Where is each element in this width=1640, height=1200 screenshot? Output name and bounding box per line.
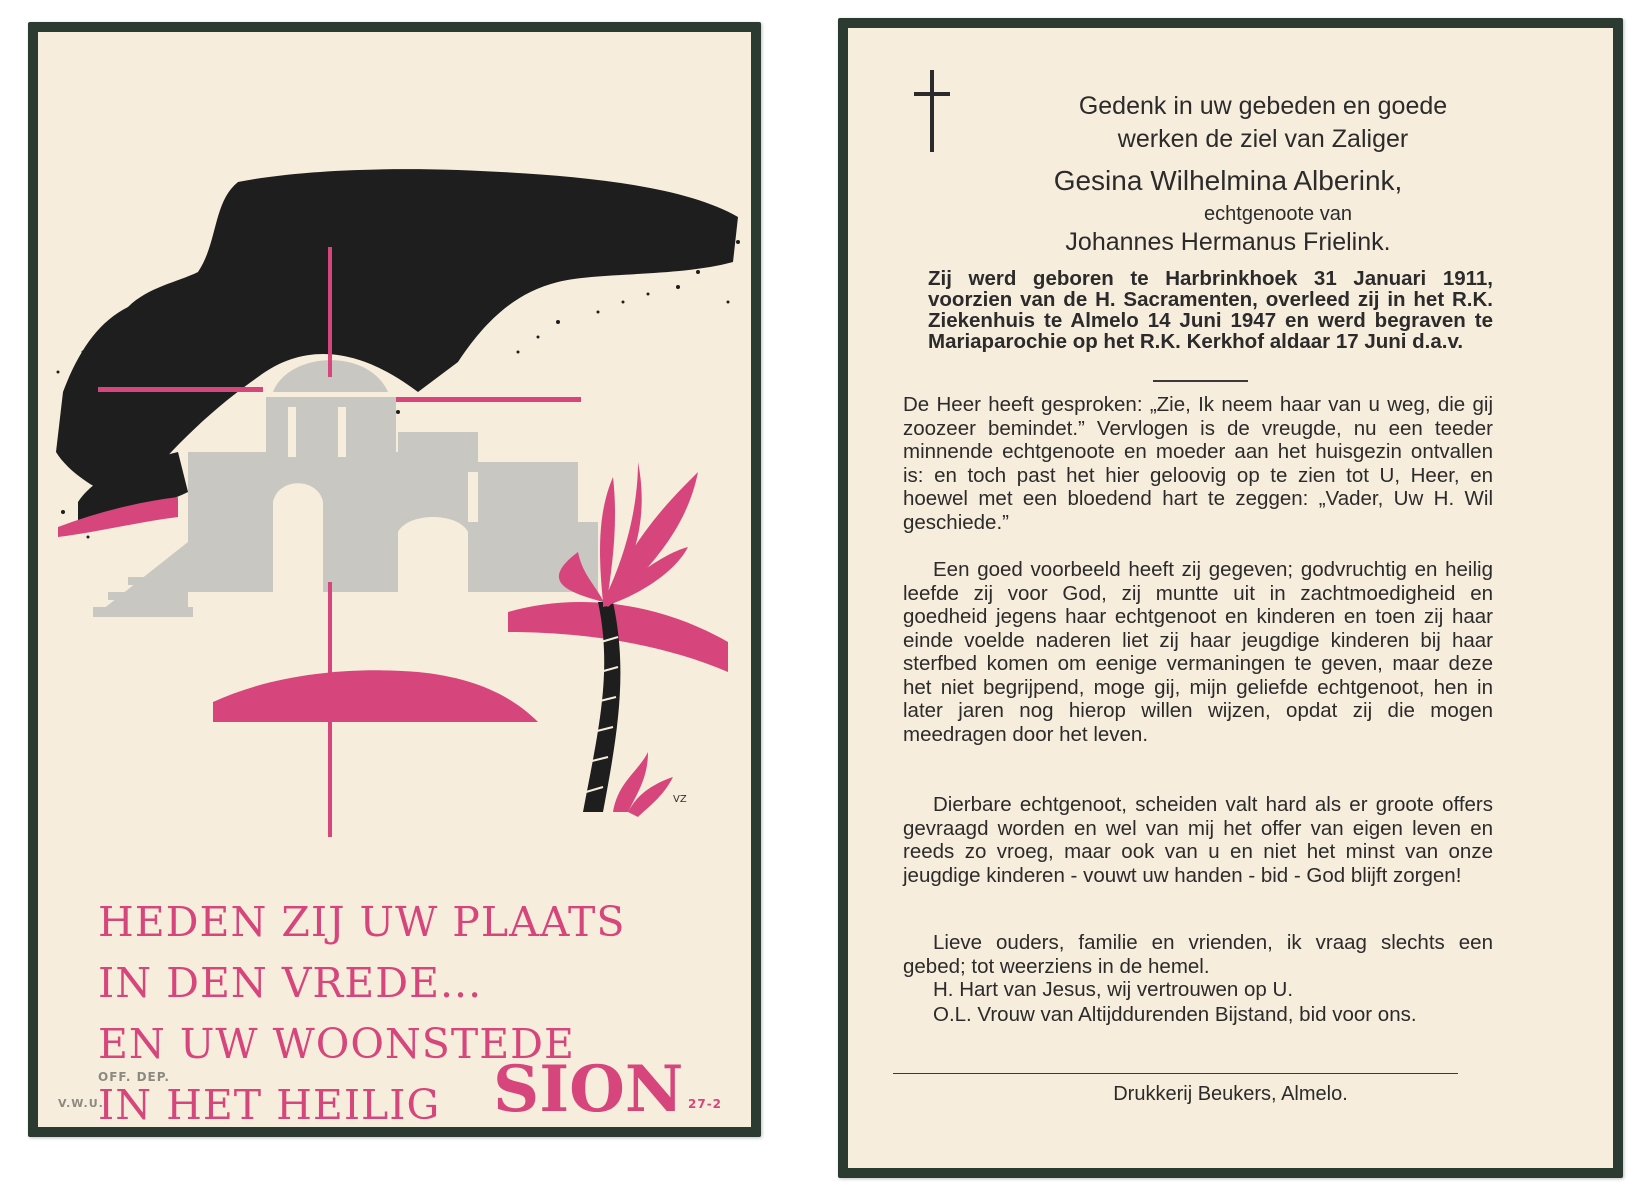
quote-paragraph: De Heer heeft gesproken: „Zie, Ik neem haar van u weg, die gij zoozeer bemindet.” Vervlogen is de vreugde, nu een teeder minnende echtgenoote en moeder aan het huisgezin ontvallen is: en toch past het hier geloovig op te zien tot U, Heer, en hoewel met een bloedend hart te zeggen: „Vader, Uw H. Wil geschiede.” (903, 393, 1493, 534)
verse-line-2: IN DEN VREDE... (98, 959, 483, 1007)
intro-line-1: Gedenk in uw gebeden en goede (1078, 92, 1448, 120)
card-back-paper (848, 28, 1613, 1168)
spouse-name: Johannes Hermanus Frielink. (1065, 228, 1391, 256)
paragraph-spouse: Dierbare echtgenoot, scheiden valt hard als er groote offers gevraagd worden en wel van mij het offer van eigen leven en reeds zo vroeg, maar ook van u en niet het minst van onze jeugdige kinderen - vouwt uw handen - bid - God blijft zorgen! (903, 793, 1493, 887)
intro-line-2: werken de ziel van Zaliger (1117, 125, 1409, 153)
paragraph-example: Een goed voorbeeld heeft zij gegeven; godvruchtig en heilig leefde zij voor God, zij muntte uit in zachtmoedigheid en goedheid jegens haar echtgenoot en kinderen en toen zij haar einde voelde naderen liet zij haar jeugdige kinderen bij haar sterfbed komen om eenige vermaningen te geven, maar deze het niet begrijpend, moge gij, mijn geliefde echtgenoot, hen in later jaren nog hierop willen wijzen, opdat zij die mogen meedragen door het leven. (903, 558, 1493, 746)
spouse-intro: echtgenoote van (1204, 203, 1352, 225)
printer-credit: Drukkerij Beukers, Almelo. (1113, 1083, 1348, 1105)
pink-hill-middle (213, 670, 538, 722)
divider-short (1153, 380, 1248, 382)
deceased-name: Gesina Wilhelmina Alberink, (1053, 165, 1403, 196)
publisher-mark: V.W.U. (58, 1097, 104, 1110)
verse-final-word: SION (493, 1052, 684, 1127)
memorial-card-front (28, 22, 761, 1137)
verse-line-3: EN UW WOONSTEDE (98, 1020, 575, 1068)
biography-text: Zij werd geboren te Harbrinkhoek 31 Januari 1911, voorzien van de H. Sacramenten, overleed zij in het R.K. Ziekenhuis te Almelo 14 Juni 1947 en werd begraven te Mariaparochie op het R.K. Kerkhof aldaar 17 Juni d.a.v. (928, 267, 1493, 353)
prayer-sacred-heart: H. Hart van Jesus, wij vertrouwen op U. (933, 978, 1294, 1001)
card-number: 27-2 (688, 1097, 723, 1111)
memorial-card-back (838, 18, 1623, 1178)
verse-line-1: HEDEN ZIJ UW PLAATS (98, 898, 626, 946)
artist-signature: VZ (673, 794, 687, 805)
verse-line-4: IN HET HEILIG (98, 1081, 441, 1127)
imprint-label: OFF. DEP. (98, 1070, 170, 1084)
paragraph-family: Lieve ouders, familie en vrienden, ik vraag slechts een gebed; tot weerziens in de hemel. (903, 931, 1493, 978)
prayer-our-lady: O.L. Vrouw van Altijddurenden Bijstand, bid voor ons. (933, 1003, 1417, 1026)
pink-bush (613, 752, 673, 817)
divider-long (893, 1073, 1458, 1074)
cross-icon (912, 70, 952, 152)
card-front-paper (38, 32, 751, 1127)
